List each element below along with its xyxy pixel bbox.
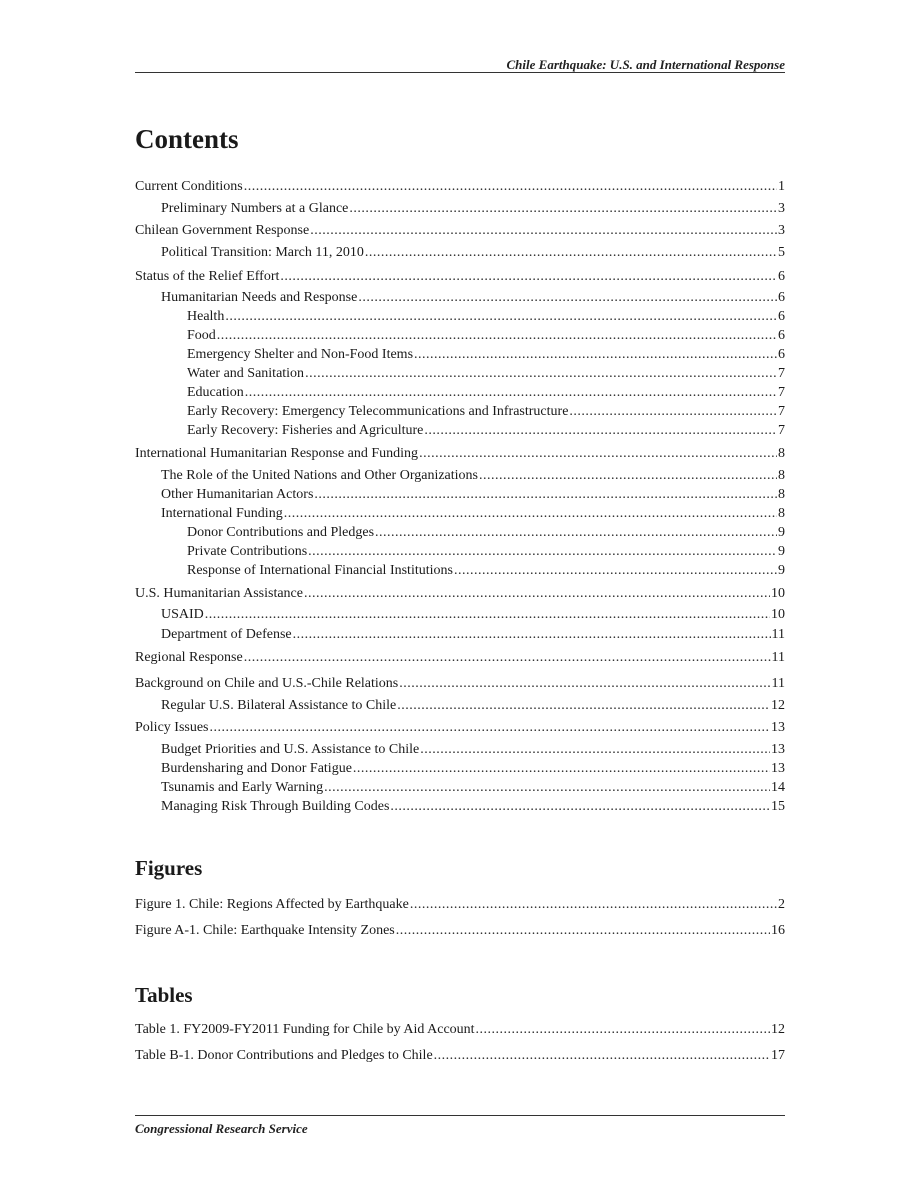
dot-leader (375, 524, 777, 542)
toc-entry-label: Background on Chile and U.S.-Chile Relations (135, 676, 399, 691)
toc-entry-page: 6 (778, 269, 785, 284)
dot-leader (205, 606, 770, 624)
toc-entry-page: 2 (778, 897, 785, 912)
toc-entry-label: Figure 1. Chile: Regions Affected by Earthquake (135, 897, 409, 912)
toc-entry[interactable] (187, 403, 785, 421)
toc-entry-page: 10 (771, 586, 785, 601)
toc-entry-label: Current Conditions (135, 179, 243, 194)
toc-entry-label: Policy Issues (135, 720, 209, 735)
dot-leader (217, 327, 777, 345)
toc-entry[interactable] (135, 222, 785, 240)
toc-entry[interactable] (135, 585, 785, 603)
toc-entry-page: 1 (778, 179, 785, 194)
toc-entry[interactable] (135, 445, 785, 463)
toc-entry-page: 7 (778, 404, 785, 419)
toc-entry[interactable] (135, 1021, 785, 1039)
toc-entry-page: 13 (771, 742, 785, 757)
toc-entry-page: 8 (778, 468, 785, 483)
dot-leader (245, 384, 777, 402)
toc-entry-label: The Role of the United Nations and Other Organizations (161, 468, 478, 483)
toc-entry[interactable] (187, 365, 785, 383)
dot-leader (353, 760, 770, 778)
toc-entry-page: 8 (778, 446, 785, 461)
toc-entry-page: 8 (778, 506, 785, 521)
dot-leader (365, 244, 777, 262)
dot-leader (304, 585, 770, 603)
toc-entry-page: 9 (778, 563, 785, 578)
dot-leader (284, 505, 777, 523)
toc-entry[interactable] (161, 779, 785, 797)
toc-entry[interactable] (135, 719, 785, 737)
toc-entry[interactable] (187, 327, 785, 345)
toc-entry[interactable] (135, 922, 785, 940)
dot-leader (280, 268, 777, 286)
toc-entry-label: International Funding (161, 506, 283, 521)
toc-entry-page: 3 (778, 201, 785, 216)
dot-leader (396, 922, 770, 940)
toc-entry-label: Humanitarian Needs and Response (161, 290, 358, 305)
dot-leader (244, 649, 771, 667)
toc-entry-page: 13 (771, 761, 785, 776)
toc-entry[interactable] (161, 760, 785, 778)
toc-entry-page: 17 (771, 1048, 785, 1063)
dot-leader (569, 403, 777, 421)
figures-heading: Figures (135, 856, 203, 880)
toc-entry[interactable] (187, 562, 785, 580)
toc-entry-page: 8 (778, 487, 785, 502)
toc-entry-page: 14 (771, 780, 785, 795)
toc-entry-label: Donor Contributions and Pledges (187, 525, 375, 540)
dot-leader (399, 675, 770, 693)
toc-entry-label: Food (187, 328, 216, 343)
dot-leader (424, 422, 777, 440)
toc-entry-page: 11 (771, 627, 785, 642)
toc-entry-page: 7 (778, 366, 785, 381)
toc-entry-page: 7 (778, 385, 785, 400)
dot-leader (308, 543, 777, 561)
dot-leader (454, 562, 777, 580)
footer-rule (135, 1115, 785, 1116)
dot-leader (419, 445, 777, 463)
toc-entry[interactable] (161, 697, 785, 715)
toc-entry-page: 11 (771, 676, 785, 691)
dot-leader (479, 467, 777, 485)
toc-entry-label: Water and Sanitation (187, 366, 305, 381)
toc-entry-page: 7 (778, 423, 785, 438)
dot-leader (410, 896, 777, 914)
header-rule (135, 72, 785, 73)
dot-leader (434, 1047, 770, 1065)
toc-entry-page: 6 (778, 290, 785, 305)
toc-entry[interactable] (161, 798, 785, 816)
toc-entry-page: 9 (778, 525, 785, 540)
toc-entry-label: Table B-1. Donor Contributions and Pledges to Chile (135, 1048, 433, 1063)
toc-entry[interactable] (161, 486, 785, 504)
toc-entry[interactable] (135, 649, 785, 667)
dot-leader (420, 741, 770, 759)
toc-entry[interactable] (135, 178, 785, 196)
dot-leader (210, 719, 771, 737)
dot-leader (349, 200, 777, 218)
toc-entry[interactable] (187, 543, 785, 561)
toc-entry-label: Private Contributions (187, 544, 308, 559)
dot-leader (390, 798, 770, 816)
toc-entry-page: 12 (771, 698, 785, 713)
dot-leader (310, 222, 777, 240)
dot-leader (293, 626, 771, 644)
dot-leader (225, 308, 777, 326)
running-header: Chile Earthquake: U.S. and International Response (506, 57, 785, 72)
toc-entry[interactable] (135, 675, 785, 693)
toc-entry-label: Figure A-1. Chile: Earthquake Intensity Zones (135, 923, 395, 938)
toc-entry-page: 10 (771, 607, 785, 622)
toc-entry[interactable] (187, 384, 785, 402)
toc-entry-label: Emergency Shelter and Non-Food Items (187, 347, 414, 362)
toc-entry[interactable] (161, 200, 785, 218)
toc-entry[interactable] (135, 268, 785, 286)
dot-leader (305, 365, 777, 383)
toc-entry-page: 6 (778, 347, 785, 362)
toc-entry-label: Department of Defense (161, 627, 292, 642)
toc-entry-label: Table 1. FY2009-FY2011 Funding for Chile by Aid Account (135, 1022, 475, 1037)
toc-entry-label: Status of the Relief Effort (135, 269, 280, 284)
toc-entry[interactable] (161, 505, 785, 523)
toc-entry[interactable] (161, 741, 785, 759)
toc-entry-page: 15 (771, 799, 785, 814)
toc-entry-label: Burdensharing and Donor Fatigue (161, 761, 352, 776)
toc-entry[interactable] (187, 346, 785, 364)
toc-entry[interactable] (187, 524, 785, 542)
toc-entry-label: Managing Risk Through Building Codes (161, 799, 390, 814)
toc-entry[interactable] (135, 1047, 785, 1065)
toc-entry[interactable] (161, 244, 785, 262)
toc-entry-page: 5 (778, 245, 785, 260)
toc-entry-label: Education (187, 385, 244, 400)
dot-leader (476, 1021, 770, 1039)
toc-entry-page: 13 (771, 720, 785, 735)
toc-entry-label: Regional Response (135, 650, 243, 665)
tables-heading: Tables (135, 983, 193, 1007)
toc-entry-label: International Humanitarian Response and Funding (135, 446, 419, 461)
toc-entry[interactable] (135, 896, 785, 914)
toc-entry-page: 11 (771, 650, 785, 665)
toc-entry-label: Political Transition: March 11, 2010 (161, 245, 364, 260)
toc-entry-page: 12 (771, 1022, 785, 1037)
toc-entry-page: 16 (771, 923, 785, 938)
toc-entry-page: 3 (778, 223, 785, 238)
toc-entry-label: U.S. Humanitarian Assistance (135, 586, 303, 601)
dot-leader (358, 289, 777, 307)
toc-entry-label: Response of International Financial Institutions (187, 563, 453, 578)
toc-entry[interactable] (161, 606, 785, 624)
toc-entry-page: 6 (778, 328, 785, 343)
toc-entry[interactable] (187, 422, 785, 440)
toc-entry[interactable] (161, 289, 785, 307)
dot-leader (244, 178, 777, 196)
toc-entry-page: 9 (778, 544, 785, 559)
toc-entry-label: Regular U.S. Bilateral Assistance to Chile (161, 698, 397, 713)
toc-entry-label: Other Humanitarian Actors (161, 487, 314, 502)
toc-entry-label: Health (187, 309, 225, 324)
contents-heading: Contents (135, 124, 239, 154)
toc-entry[interactable] (161, 626, 785, 644)
toc-entry-label: Chilean Government Response (135, 223, 310, 238)
running-footer: Congressional Research Service (135, 1121, 308, 1136)
dot-leader (324, 779, 770, 797)
dot-leader (314, 486, 777, 504)
toc-entry-label: Early Recovery: Fisheries and Agriculture (187, 423, 424, 438)
dot-leader (414, 346, 777, 364)
toc-entry[interactable] (161, 467, 785, 485)
dot-leader (397, 697, 770, 715)
toc-entry-label: Early Recovery: Emergency Telecommunications and Infrastructure (187, 404, 569, 419)
toc-entry[interactable] (187, 308, 785, 326)
toc-entry-label: Budget Priorities and U.S. Assistance to Chile (161, 742, 420, 757)
toc-entry-label: Preliminary Numbers at a Glance (161, 201, 349, 216)
toc-entry-label: Tsunamis and Early Warning (161, 780, 324, 795)
toc-entry-page: 6 (778, 309, 785, 324)
toc-entry-label: USAID (161, 607, 204, 622)
